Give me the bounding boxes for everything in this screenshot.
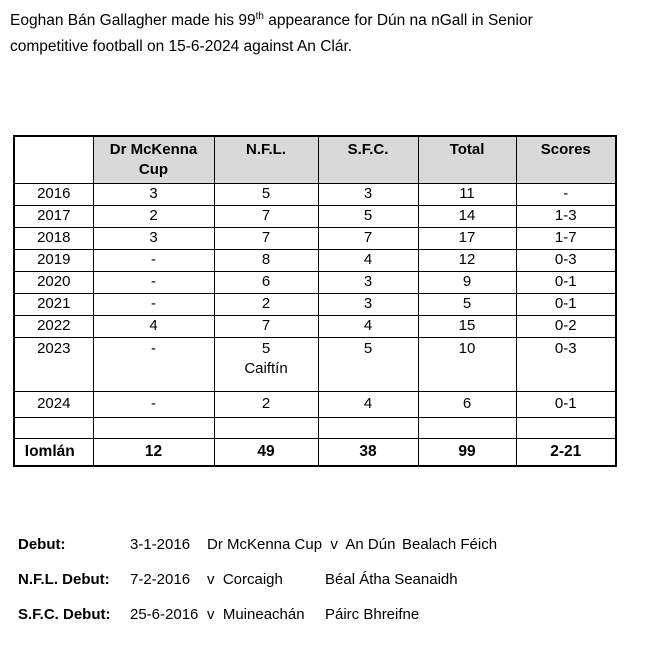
table-header-row bbox=[14, 136, 616, 183]
debut-row-nfl bbox=[0, 570, 652, 590]
mckenna-cell: - bbox=[93, 337, 214, 391]
mckenna-cell: 3 bbox=[93, 227, 214, 249]
year-cell: 2023 bbox=[14, 337, 93, 391]
nfl-cell bbox=[214, 337, 318, 391]
debut-date: 25-6-2016 bbox=[130, 606, 199, 623]
empty-cell bbox=[516, 417, 616, 438]
debut-label: N.F.L. Debut: bbox=[18, 571, 110, 588]
sfc-cell: 7 bbox=[318, 227, 418, 249]
debut-match: v Corcaigh bbox=[207, 571, 283, 588]
totals-mckenna-cell: 12 bbox=[93, 438, 214, 466]
totals-sfc-cell: 38 bbox=[318, 438, 418, 466]
nfl-cell: 7 bbox=[214, 205, 318, 227]
year-cell: 2019 bbox=[14, 249, 93, 271]
debut-venue: Bealach Féich bbox=[402, 536, 498, 553]
year-cell: 2018 bbox=[14, 227, 93, 249]
intro-paragraph bbox=[10, 8, 630, 60]
debut-match: v Muineachán bbox=[207, 606, 305, 623]
nfl-cell: 2 bbox=[214, 293, 318, 315]
table-row-2017 bbox=[14, 205, 616, 227]
mckenna-cell: 3 bbox=[93, 183, 214, 205]
total-cell: 9 bbox=[418, 271, 516, 293]
intro-line1-post: appearance for Dún na nGall in Senior bbox=[263, 12, 533, 29]
sfc-cell: 4 bbox=[318, 391, 418, 417]
sfc-cell: 5 bbox=[318, 337, 418, 391]
table-row-2016 bbox=[14, 183, 616, 205]
scores-cell: - bbox=[516, 183, 616, 205]
debut-date: 7-2-2016 bbox=[130, 571, 191, 588]
year-cell: 2016 bbox=[14, 183, 93, 205]
year-cell: 2022 bbox=[14, 315, 93, 337]
scores-cell: 1-7 bbox=[516, 227, 616, 249]
year-cell: 2020 bbox=[14, 271, 93, 293]
debut-venue: Páirc Bhreifne bbox=[325, 606, 420, 623]
totals-nfl-cell: 49 bbox=[214, 438, 318, 466]
debut-row-sfc bbox=[0, 605, 652, 625]
total-cell: 14 bbox=[418, 205, 516, 227]
total-cell: 5 bbox=[418, 293, 516, 315]
mckenna-cell: - bbox=[93, 391, 214, 417]
totals-row bbox=[14, 438, 616, 466]
mckenna-cell: - bbox=[93, 293, 214, 315]
scores-cell: 0-1 bbox=[516, 271, 616, 293]
table-row-2023 bbox=[14, 337, 616, 391]
header-cell-nfl: N.F.L. bbox=[214, 136, 318, 183]
superscript-th: th bbox=[255, 10, 264, 22]
nfl-cell: 6 bbox=[214, 271, 318, 293]
header-cell-sfc: S.F.C. bbox=[318, 136, 418, 183]
scores-cell: 0-1 bbox=[516, 391, 616, 417]
debut-venue: Béal Átha Seanaidh bbox=[325, 571, 458, 588]
scores-cell: 0-1 bbox=[516, 293, 616, 315]
mckenna-cell: 4 bbox=[93, 315, 214, 337]
total-cell: 10 bbox=[418, 337, 516, 391]
year-cell: 2017 bbox=[14, 205, 93, 227]
sfc-cell: 4 bbox=[318, 315, 418, 337]
nfl-cell: 5 bbox=[214, 183, 318, 205]
total-cell: 11 bbox=[418, 183, 516, 205]
captain-note: Caiftín bbox=[244, 359, 288, 377]
nfl-cell: 2 bbox=[214, 391, 318, 417]
empty-cell bbox=[418, 417, 516, 438]
scores-cell: 0-3 bbox=[516, 249, 616, 271]
scores-cell: 0-2 bbox=[516, 315, 616, 337]
table-row-2021 bbox=[14, 293, 616, 315]
sfc-cell: 5 bbox=[318, 205, 418, 227]
table-row-2022 bbox=[14, 315, 616, 337]
sfc-cell: 3 bbox=[318, 293, 418, 315]
total-cell: 6 bbox=[418, 391, 516, 417]
debut-date: 3-1-2016 bbox=[130, 536, 191, 553]
totals-total-cell: 99 bbox=[418, 438, 516, 466]
sfc-cell: 3 bbox=[318, 183, 418, 205]
debut-match: Dr McKenna Cup v An Dún bbox=[207, 536, 396, 553]
debut-label: S.F.C. Debut: bbox=[18, 606, 111, 623]
table-row-2020 bbox=[14, 271, 616, 293]
empty-cell bbox=[214, 417, 318, 438]
empty-cell bbox=[14, 417, 93, 438]
table-row-2019 bbox=[14, 249, 616, 271]
header-cell-mckenna-cup: Dr McKenna Cup bbox=[93, 136, 214, 183]
debut-row-senior bbox=[0, 535, 652, 555]
sfc-cell: 4 bbox=[318, 249, 418, 271]
nfl-cell: 8 bbox=[214, 249, 318, 271]
nfl-cell: 7 bbox=[214, 227, 318, 249]
totals-scores-cell: 2-21 bbox=[516, 438, 616, 466]
intro-line1-pre: Eoghan Bán Gallagher made his 99 bbox=[10, 12, 256, 29]
spacer-row bbox=[14, 417, 616, 438]
mckenna-cell: 2 bbox=[93, 205, 214, 227]
year-cell: 2021 bbox=[14, 293, 93, 315]
sfc-cell: 3 bbox=[318, 271, 418, 293]
nfl-cell: 7 bbox=[214, 315, 318, 337]
totals-label-cell: Iomlán bbox=[14, 438, 93, 466]
intro-line1 bbox=[10, 8, 630, 34]
appearances-table bbox=[13, 135, 617, 467]
header-cell-blank bbox=[14, 136, 93, 183]
debut-label: Debut: bbox=[18, 536, 66, 553]
total-cell: 12 bbox=[418, 249, 516, 271]
scores-cell: 1-3 bbox=[516, 205, 616, 227]
total-cell: 17 bbox=[418, 227, 516, 249]
total-cell: 15 bbox=[418, 315, 516, 337]
header-cell-scores: Scores bbox=[516, 136, 616, 183]
empty-cell bbox=[93, 417, 214, 438]
scores-cell: 0-3 bbox=[516, 337, 616, 391]
empty-cell bbox=[318, 417, 418, 438]
header-cell-total: Total bbox=[418, 136, 516, 183]
table-row-2024 bbox=[14, 391, 616, 417]
intro-line2: competitive football on 15-6-2024 against An Clár. bbox=[10, 38, 353, 55]
mckenna-cell: - bbox=[93, 249, 214, 271]
nfl-value: 5 bbox=[261, 339, 271, 357]
mckenna-cell: - bbox=[93, 271, 214, 293]
year-cell: 2024 bbox=[14, 391, 93, 417]
table-row-2018 bbox=[14, 227, 616, 249]
